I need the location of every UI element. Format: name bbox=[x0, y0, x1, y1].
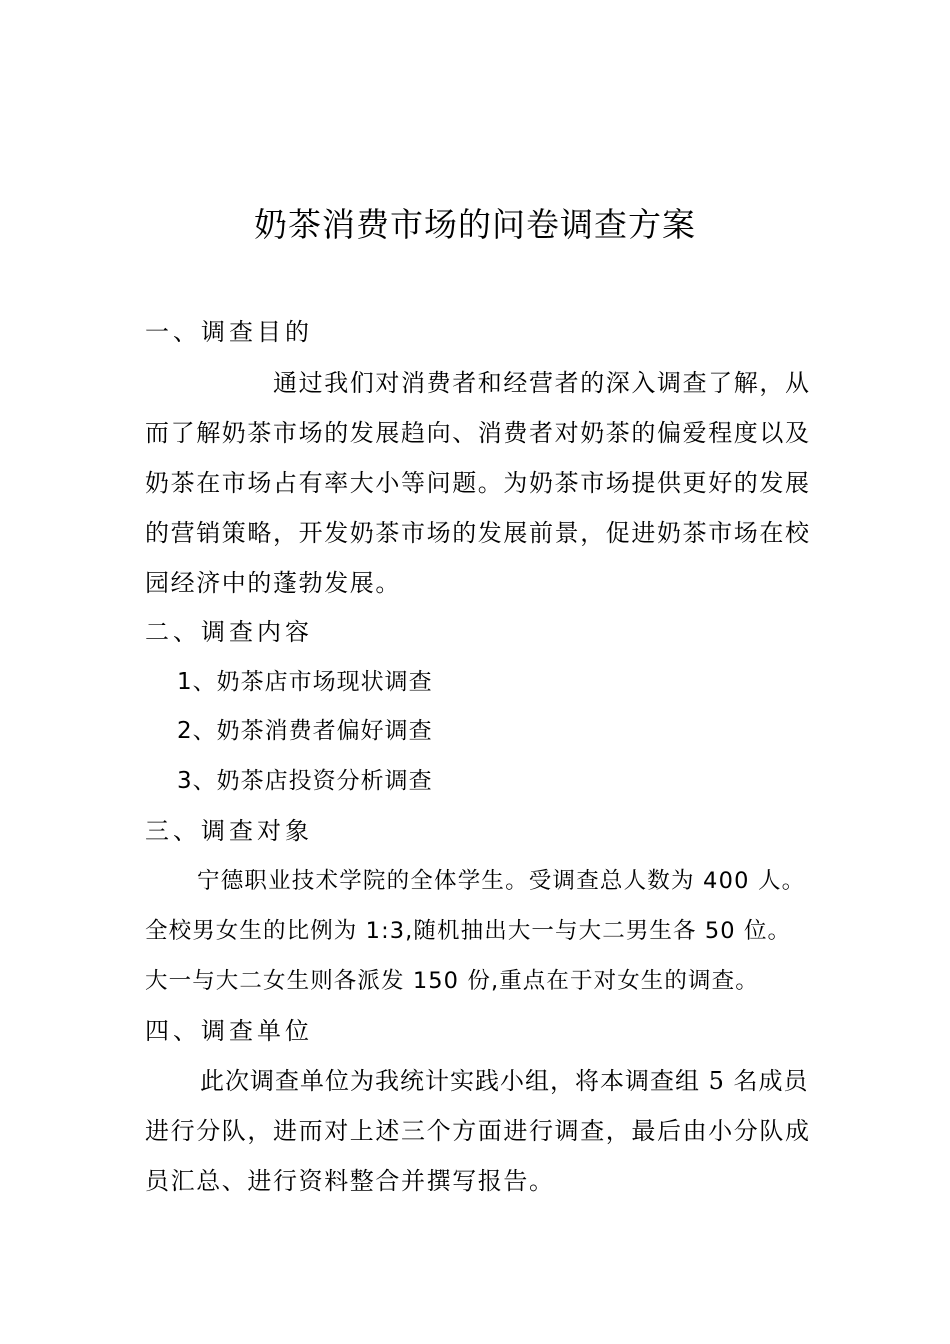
paragraph-line: 通过我们对消费者和经营者的深入调查了解，从 bbox=[273, 369, 811, 397]
paragraph-line: 宁德职业技术学院的全体学生。受调查总人数为 400 人。 bbox=[197, 868, 806, 894]
paragraph-line: 而了解奶茶市场的发展趋向、消费者对奶茶的偏爱程度以及 bbox=[145, 419, 811, 447]
section-heading-target: 三、调查对象 bbox=[145, 817, 313, 845]
section-heading-purpose: 一、调查目的 bbox=[145, 318, 313, 346]
paragraph-line: 此次调查单位为我统计实践小组，将本调查组 5 名成员 bbox=[200, 1067, 809, 1095]
paragraph-line: 大一与大二女生则各派发 150 份,重点在于对女生的调查。 bbox=[145, 968, 759, 994]
paragraph-line: 奶茶在市场占有率大小等问题。为奶茶市场提供更好的发展 bbox=[145, 469, 811, 497]
paragraph-line: 园经济中的蓬勃发展。 bbox=[145, 569, 401, 597]
section-heading-unit: 四、调查单位 bbox=[145, 1017, 313, 1045]
section-heading-content: 二、调查内容 bbox=[145, 618, 313, 646]
paragraph-line: 的营销策略，开发奶茶市场的发展前景，促进奶茶市场在校 bbox=[145, 519, 811, 547]
list-item: 1、奶茶店市场现状调查 bbox=[177, 669, 433, 695]
list-item: 2、奶茶消费者偏好调查 bbox=[177, 718, 433, 744]
document-title: 奶茶消费市场的问卷调查方案 bbox=[254, 205, 696, 244]
paragraph-line: 员汇总、进行资料整合并撰写报告。 bbox=[145, 1167, 555, 1195]
paragraph-line: 进行分队，进而对上述三个方面进行调查，最后由小分队成 bbox=[145, 1117, 811, 1145]
paragraph-line: 全校男女生的比例为 1:3,随机抽出大一与大二男生各 50 位。 bbox=[145, 918, 792, 944]
list-item: 3、奶茶店投资分析调查 bbox=[177, 768, 433, 794]
